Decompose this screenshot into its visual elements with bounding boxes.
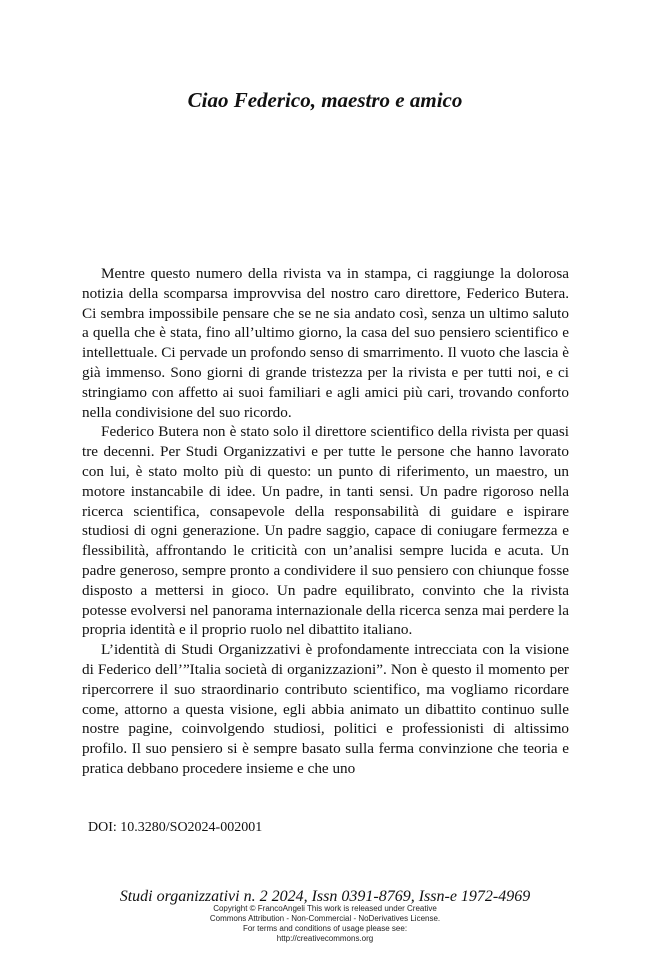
copyright-link[interactable]: http://creativecommons.org xyxy=(276,934,374,943)
paragraph-1: Mentre questo numero della rivista va in stampa, ci raggiunge la dolorosa notizia della scomparsa improvvisa del nostro caro direttore, Federico Butera. Ci sembra impossibile pensare che se ne sia andato così, senza un ultimo saluto a quella che è stata, fino all’ultimo giorno, la casa del suo pensiero scientifico e intellettuale. Ci pervade un profondo senso di smarrimento. Il vuoto che lascia è già immenso. Sono giorni di grande tristezza per la rivista e per tutti noi, e ci stringiamo con affetto ai suoi familiari e agli amici più cari, trovando conforto nella condivisione del suo ricordo. xyxy=(82,265,569,421)
copyright-line: Commons Attribution - Non-Commercial - NoDerivatives License. xyxy=(209,914,441,923)
copyright-notice xyxy=(0,904,650,944)
copyright-line: For terms and conditions of usage please see: xyxy=(242,924,408,933)
article-body xyxy=(82,264,569,779)
copyright-line: Copyright © FrancoAngeli This work is released under Creative xyxy=(213,904,437,913)
article-title: Ciao Federico, maestro e amico xyxy=(187,88,463,112)
paragraph-3: L’identità di Studi Organizzativi è profondamente intrecciata con la visione di Federico dell’”Italia società di organizzazioni”. Non è questo il momento per ripercorrere il suo straordinario contributo scientifico, ma vogliamo ricordare come, attorno a questa visione, egli abbia animato un dibattito continuo sulle nostre pagine, coinvolgendo studiosi, politici e professionisti di altissimo profilo. Il suo pensiero si è sempre basato sulla ferma convinzione che teoria e pratica debbano procedere insieme e che uno xyxy=(82,641,569,777)
doi-text: DOI: 10.3280/SO2024-002001 xyxy=(88,820,263,835)
paragraph-2: Federico Butera non è stato solo il direttore scientifico della rivista per quasi tre decenni. Per Studi Organizzativi e per tutte le persone che hanno lavorato con lui, è stato molto più di questo: un punto di riferimento, un maestro, un motore instancabile di idee. Un padre, in tanti sensi. Un padre rigoroso nella ricerca scientifica, consapevole della responsabilità di guidare e ispirare studiosi di ogni generazione. Un padre saggio, capace di coniugare fermezza e flessibilità, affrontando le criticità con un’analisi sempre lucida e acuta. Un padre generoso, sempre pronto a condividere il suo pensiero con chiunque fosse disposto a mettersi in gioco. Un padre equilibrato, convinto che la rivista potesse evolversi nel panorama internazionale della ricerca senza mai perdere la propria identità e il proprio ruolo nel dibattito italiano. xyxy=(82,423,569,639)
journal-footer: Studi organizzativi n. 2 2024, Issn 0391-8769, Issn-e 1972-4969 xyxy=(119,888,531,905)
